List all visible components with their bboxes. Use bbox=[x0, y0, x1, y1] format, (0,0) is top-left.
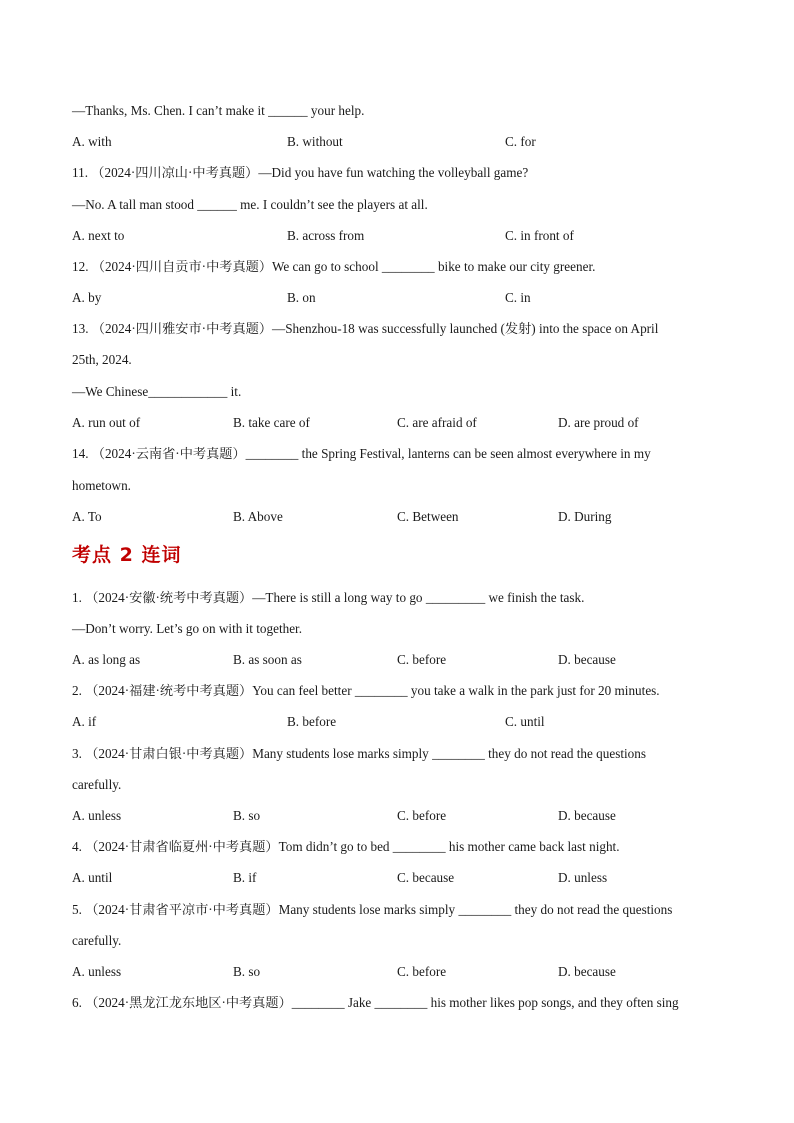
option-d: D. because bbox=[558, 964, 616, 979]
option-a: A. next to bbox=[72, 228, 125, 243]
question-13-cont: 25th, 2024. bbox=[72, 352, 132, 367]
option-d: D. unless bbox=[558, 870, 608, 885]
option-c: C. before bbox=[397, 652, 447, 667]
conj-question-5: 5. （2024·甘肃省平凉市·中考真题）Many students lose marks simply ________ they do not read the questions bbox=[72, 902, 673, 917]
option-a: A. To bbox=[72, 509, 102, 524]
option-b: B. across from bbox=[287, 228, 365, 243]
option-c: C. Between bbox=[397, 509, 459, 524]
conj-question-1: 1. （2024·安徽·统考中考真题）—There is still a long way to go _________ we finish the task. bbox=[72, 590, 585, 605]
option-c: C. in bbox=[505, 290, 531, 305]
option-d: D. are proud of bbox=[558, 415, 639, 430]
option-b: B. take care of bbox=[233, 415, 310, 430]
option-c: C. before bbox=[397, 808, 447, 823]
question-12: 12. （2024·四川自贡市·中考真题）We can go to school ________ bike to make our city greener. bbox=[72, 259, 596, 274]
option-c: C. in front of bbox=[505, 228, 574, 243]
question-14-cont: hometown. bbox=[72, 478, 131, 493]
question-11-dialogue: —No. A tall man stood ______ me. I couldn’t see the players at all. bbox=[72, 197, 428, 212]
option-a: A. unless bbox=[72, 808, 122, 823]
question-11: 11. （2024·四川凉山·中考真题）—Did you have fun watching the volleyball game? bbox=[72, 165, 529, 180]
option-b: B. without bbox=[287, 134, 343, 149]
option-a: A. run out of bbox=[72, 415, 141, 430]
option-d: D. because bbox=[558, 652, 616, 667]
option-a: A. unless bbox=[72, 964, 122, 979]
question-13-dialogue: —We Chinese____________ it. bbox=[72, 384, 242, 399]
option-b: B. if bbox=[233, 870, 257, 885]
option-b: B. on bbox=[287, 290, 316, 305]
option-b: B. so bbox=[233, 964, 261, 979]
question-text: —Thanks, Ms. Chen. I can’t make it ______ your help. bbox=[72, 103, 365, 118]
option-a: A. by bbox=[72, 290, 102, 305]
option-c: C. before bbox=[397, 964, 447, 979]
option-a: A. as long as bbox=[72, 652, 141, 667]
option-c: C. until bbox=[505, 714, 545, 729]
option-d: D. During bbox=[558, 509, 612, 524]
conj-question-3-cont: carefully. bbox=[72, 777, 122, 792]
option-a: A. if bbox=[72, 714, 97, 729]
option-a: A. until bbox=[72, 870, 113, 885]
conj-question-3: 3. （2024·甘肃白银·中考真题）Many students lose marks simply ________ they do not read the questions bbox=[72, 746, 646, 761]
option-c: C. for bbox=[505, 134, 536, 149]
question-13: 13. （2024·四川雅安市·中考真题）—Shenzhou-18 was successfully launched (发射) into the space on April bbox=[72, 321, 659, 336]
question-14: 14. （2024·云南省·中考真题）________ the Spring Festival, lanterns can be seen almost everywhere in my bbox=[72, 446, 651, 461]
option-c: C. are afraid of bbox=[397, 415, 477, 430]
option-b: B. so bbox=[233, 808, 261, 823]
option-b: B. as soon as bbox=[233, 652, 302, 667]
option-b: B. before bbox=[287, 714, 337, 729]
conj-question-1-dialogue: —Don’t worry. Let’s go on with it together. bbox=[72, 621, 303, 636]
option-b: B. Above bbox=[233, 509, 283, 524]
conj-question-5-cont: carefully. bbox=[72, 933, 122, 948]
conj-question-2: 2. （2024·福建·统考中考真题）You can feel better ________ you take a walk in the park just for 20 minutes. bbox=[72, 683, 660, 698]
option-c: C. because bbox=[397, 870, 455, 885]
option-d: D. because bbox=[558, 808, 616, 823]
section-heading: 考点 2 连词 bbox=[72, 544, 182, 566]
conj-question-6: 6. （2024·黑龙江龙东地区·中考真题）________ Jake ________ his mother likes pop songs, and they often sing bbox=[72, 995, 679, 1010]
option-a: A. with bbox=[72, 134, 112, 149]
conj-question-4: 4. （2024·甘肃省临夏州·中考真题）Tom didn’t go to bed ________ his mother came back last night. bbox=[72, 839, 620, 854]
